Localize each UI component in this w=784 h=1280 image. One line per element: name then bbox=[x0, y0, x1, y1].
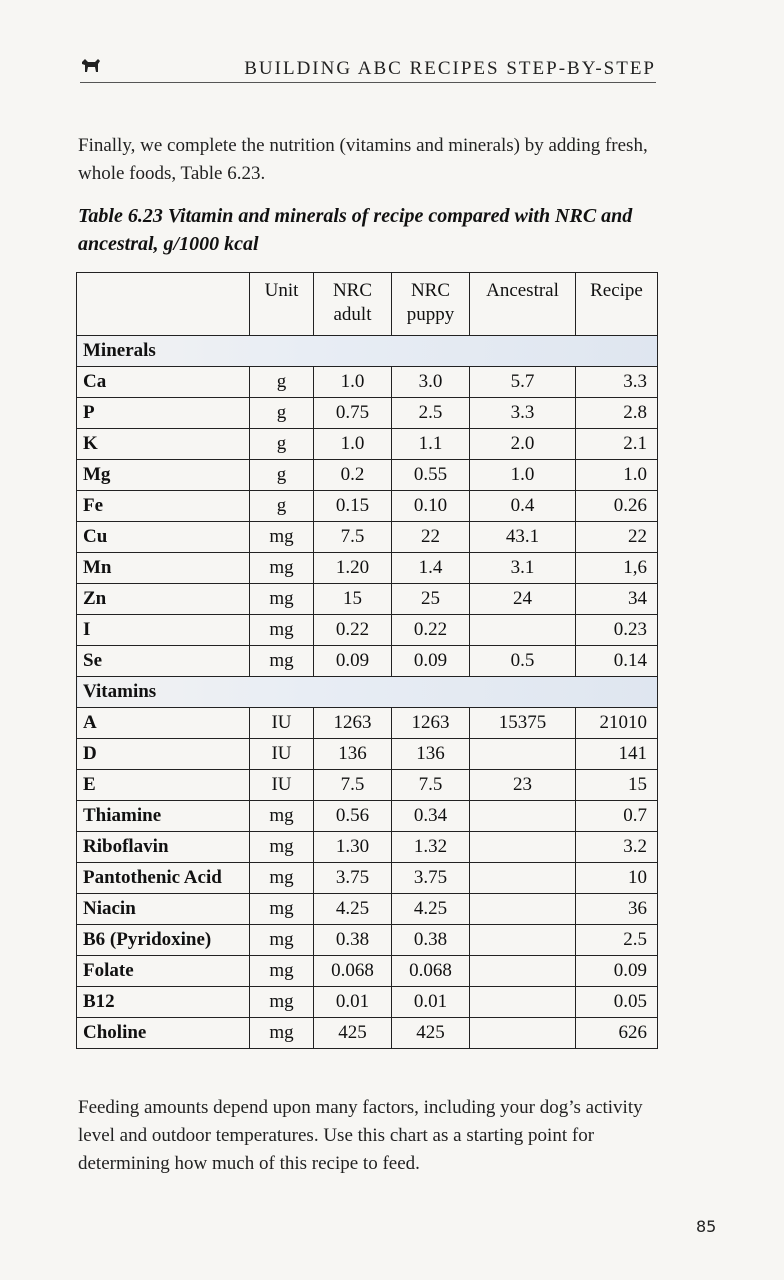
table-row bbox=[77, 460, 658, 491]
unit-cell: mg bbox=[250, 832, 314, 863]
recipe-cell: 1.0 bbox=[576, 460, 658, 491]
ancestral-cell: 24 bbox=[470, 584, 576, 615]
recipe-cell: 626 bbox=[576, 1018, 658, 1049]
ancestral-cell: 0.4 bbox=[470, 491, 576, 522]
recipe-cell: 0.23 bbox=[576, 615, 658, 646]
ancestral-cell bbox=[470, 801, 576, 832]
nrc-puppy-cell: 1.32 bbox=[392, 832, 470, 863]
unit-cell: mg bbox=[250, 925, 314, 956]
nutrient-name: Mn bbox=[77, 553, 250, 584]
unit-cell: g bbox=[250, 398, 314, 429]
table-row bbox=[77, 646, 658, 677]
unit-cell: IU bbox=[250, 739, 314, 770]
nrc-adult-cell: 0.56 bbox=[314, 801, 392, 832]
header-nrc-adult-line1: NRC bbox=[332, 280, 373, 301]
nutrient-name: Pantothenic Acid bbox=[77, 863, 250, 894]
header-nrc-puppy-line2: puppy bbox=[406, 304, 455, 325]
outro-paragraph: Feeding amounts depend upon many factors, including your dog’s activity level and outdoor temperatures. Use this chart as a starting point for determining how much of this recipe to feed. bbox=[78, 1097, 643, 1174]
nrc-puppy-cell: 3.0 bbox=[392, 367, 470, 398]
nrc-adult-cell: 425 bbox=[314, 1018, 392, 1049]
nrc-adult-cell: 1.0 bbox=[314, 429, 392, 460]
table-row bbox=[77, 987, 658, 1018]
nutrient-name: Choline bbox=[77, 1018, 250, 1049]
recipe-cell: 2.8 bbox=[576, 398, 658, 429]
nutrient-name: B12 bbox=[77, 987, 250, 1018]
table-row bbox=[77, 553, 658, 584]
unit-cell: IU bbox=[250, 770, 314, 801]
recipe-cell: 3.3 bbox=[576, 367, 658, 398]
nutrient-name: Se bbox=[77, 646, 250, 677]
recipe-cell: 2.1 bbox=[576, 429, 658, 460]
table-row bbox=[77, 615, 658, 646]
nrc-puppy-cell: 0.55 bbox=[392, 460, 470, 491]
nrc-adult-cell: 0.15 bbox=[314, 491, 392, 522]
nrc-adult-cell: 15 bbox=[314, 584, 392, 615]
ancestral-cell: 5.7 bbox=[470, 367, 576, 398]
nrc-adult-cell: 1.30 bbox=[314, 832, 392, 863]
dog-logo-icon bbox=[80, 56, 102, 76]
page-number: 85 bbox=[696, 1217, 717, 1236]
unit-cell: mg bbox=[250, 615, 314, 646]
unit-cell: g bbox=[250, 367, 314, 398]
section-label: Vitamins bbox=[77, 677, 658, 708]
nrc-adult-cell: 0.09 bbox=[314, 646, 392, 677]
nrc-adult-cell: 0.22 bbox=[314, 615, 392, 646]
section-row-minerals bbox=[77, 336, 658, 367]
ancestral-cell: 2.0 bbox=[470, 429, 576, 460]
table-row bbox=[77, 832, 658, 863]
ancestral-cell: 23 bbox=[470, 770, 576, 801]
unit-cell: mg bbox=[250, 863, 314, 894]
table-row bbox=[77, 708, 658, 739]
nrc-puppy-cell: 0.22 bbox=[392, 615, 470, 646]
table-row bbox=[77, 956, 658, 987]
nrc-adult-cell: 3.75 bbox=[314, 863, 392, 894]
recipe-cell: 0.14 bbox=[576, 646, 658, 677]
nutrient-name: D bbox=[77, 739, 250, 770]
nrc-puppy-cell: 0.01 bbox=[392, 987, 470, 1018]
nrc-adult-cell: 1263 bbox=[314, 708, 392, 739]
unit-cell: mg bbox=[250, 553, 314, 584]
ancestral-cell: 15375 bbox=[470, 708, 576, 739]
nutrient-name: Cu bbox=[77, 522, 250, 553]
unit-cell: g bbox=[250, 460, 314, 491]
table-header-row bbox=[77, 273, 658, 336]
header-nrc-puppy-line1: NRC bbox=[410, 280, 451, 301]
section-label: Minerals bbox=[77, 336, 658, 367]
nutrient-name: B6 (Pyridoxine) bbox=[77, 925, 250, 956]
nutrient-name: K bbox=[77, 429, 250, 460]
ancestral-cell: 0.5 bbox=[470, 646, 576, 677]
ancestral-cell bbox=[470, 1018, 576, 1049]
recipe-cell: 10 bbox=[576, 863, 658, 894]
nutrient-name: E bbox=[77, 770, 250, 801]
nrc-puppy-cell: 1.4 bbox=[392, 553, 470, 584]
ancestral-cell: 1.0 bbox=[470, 460, 576, 491]
nrc-puppy-cell: 2.5 bbox=[392, 398, 470, 429]
nutrition-table bbox=[76, 272, 658, 1049]
table-row bbox=[77, 770, 658, 801]
unit-cell: mg bbox=[250, 1018, 314, 1049]
recipe-cell: 0.7 bbox=[576, 801, 658, 832]
recipe-cell: 3.2 bbox=[576, 832, 658, 863]
nrc-adult-cell: 7.5 bbox=[314, 770, 392, 801]
running-header bbox=[80, 52, 656, 83]
header-nrc-puppy bbox=[392, 273, 470, 336]
unit-cell: mg bbox=[250, 801, 314, 832]
running-title: BUILDING ABC RECIPES STEP-BY-STEP bbox=[244, 58, 656, 79]
nutrient-name: Fe bbox=[77, 491, 250, 522]
nutrient-name: P bbox=[77, 398, 250, 429]
recipe-cell: 2.5 bbox=[576, 925, 658, 956]
ancestral-cell bbox=[470, 832, 576, 863]
unit-cell: g bbox=[250, 491, 314, 522]
nrc-adult-cell: 136 bbox=[314, 739, 392, 770]
nrc-puppy-cell: 0.068 bbox=[392, 956, 470, 987]
nrc-adult-cell: 0.068 bbox=[314, 956, 392, 987]
nrc-puppy-cell: 1.1 bbox=[392, 429, 470, 460]
nrc-adult-cell: 0.38 bbox=[314, 925, 392, 956]
nrc-adult-cell: 0.2 bbox=[314, 460, 392, 491]
unit-cell: IU bbox=[250, 708, 314, 739]
table-row bbox=[77, 739, 658, 770]
table-row bbox=[77, 522, 658, 553]
recipe-cell: 36 bbox=[576, 894, 658, 925]
nrc-puppy-cell: 1263 bbox=[392, 708, 470, 739]
ancestral-cell bbox=[470, 894, 576, 925]
intro-paragraph: Finally, we complete the nutrition (vitamins and minerals) by adding fresh, whole foods, Table 6.23. bbox=[78, 135, 648, 184]
nrc-puppy-cell: 425 bbox=[392, 1018, 470, 1049]
nrc-puppy-cell: 0.34 bbox=[392, 801, 470, 832]
ancestral-cell bbox=[470, 956, 576, 987]
recipe-cell: 0.09 bbox=[576, 956, 658, 987]
recipe-cell: 21010 bbox=[576, 708, 658, 739]
unit-cell: mg bbox=[250, 956, 314, 987]
nrc-puppy-cell: 25 bbox=[392, 584, 470, 615]
recipe-cell: 1,6 bbox=[576, 553, 658, 584]
nrc-adult-cell: 7.5 bbox=[314, 522, 392, 553]
nutrient-name: Folate bbox=[77, 956, 250, 987]
ancestral-cell bbox=[470, 739, 576, 770]
nrc-puppy-cell: 136 bbox=[392, 739, 470, 770]
header-blank-cell bbox=[77, 273, 250, 336]
nrc-puppy-cell: 3.75 bbox=[392, 863, 470, 894]
recipe-cell: 34 bbox=[576, 584, 658, 615]
ancestral-cell: 43.1 bbox=[470, 522, 576, 553]
nutrient-name: Niacin bbox=[77, 894, 250, 925]
recipe-cell: 141 bbox=[576, 739, 658, 770]
nutrient-name: Zn bbox=[77, 584, 250, 615]
nrc-adult-cell: 0.75 bbox=[314, 398, 392, 429]
table-caption: Table 6.23 Vitamin and minerals of recipe compared with NRC and ancestral, g/1000 kcal bbox=[78, 205, 633, 255]
table-row bbox=[77, 1018, 658, 1049]
nrc-adult-cell: 1.0 bbox=[314, 367, 392, 398]
table-row bbox=[77, 925, 658, 956]
table-row bbox=[77, 429, 658, 460]
nrc-puppy-cell: 0.10 bbox=[392, 491, 470, 522]
nrc-puppy-cell: 0.38 bbox=[392, 925, 470, 956]
ancestral-cell bbox=[470, 925, 576, 956]
nutrient-name: Thiamine bbox=[77, 801, 250, 832]
nrc-adult-cell: 4.25 bbox=[314, 894, 392, 925]
table-row bbox=[77, 398, 658, 429]
unit-cell: mg bbox=[250, 987, 314, 1018]
unit-cell: mg bbox=[250, 894, 314, 925]
header-recipe: Recipe bbox=[576, 273, 658, 336]
unit-cell: mg bbox=[250, 646, 314, 677]
section-row-vitamins bbox=[77, 677, 658, 708]
table-row bbox=[77, 584, 658, 615]
unit-cell: mg bbox=[250, 584, 314, 615]
nutrient-name: I bbox=[77, 615, 250, 646]
ancestral-cell bbox=[470, 987, 576, 1018]
nrc-puppy-cell: 4.25 bbox=[392, 894, 470, 925]
nutrient-name: Mg bbox=[77, 460, 250, 491]
table-row bbox=[77, 894, 658, 925]
nrc-puppy-cell: 7.5 bbox=[392, 770, 470, 801]
ancestral-cell bbox=[470, 615, 576, 646]
unit-cell: mg bbox=[250, 522, 314, 553]
ancestral-cell bbox=[470, 863, 576, 894]
ancestral-cell: 3.1 bbox=[470, 553, 576, 584]
recipe-cell: 15 bbox=[576, 770, 658, 801]
unit-cell: g bbox=[250, 429, 314, 460]
nrc-adult-cell: 0.01 bbox=[314, 987, 392, 1018]
header-unit: Unit bbox=[250, 273, 314, 336]
header-nrc-adult bbox=[314, 273, 392, 336]
nutrient-name: Ca bbox=[77, 367, 250, 398]
recipe-cell: 0.26 bbox=[576, 491, 658, 522]
recipe-cell: 22 bbox=[576, 522, 658, 553]
header-nrc-adult-line2: adult bbox=[333, 304, 372, 325]
nrc-adult-cell: 1.20 bbox=[314, 553, 392, 584]
nrc-puppy-cell: 22 bbox=[392, 522, 470, 553]
nrc-puppy-cell: 0.09 bbox=[392, 646, 470, 677]
table-body bbox=[77, 336, 658, 1049]
recipe-cell: 0.05 bbox=[576, 987, 658, 1018]
table-row bbox=[77, 801, 658, 832]
header-ancestral: Ancestral bbox=[470, 273, 576, 336]
ancestral-cell: 3.3 bbox=[470, 398, 576, 429]
table-row bbox=[77, 491, 658, 522]
nutrient-name: A bbox=[77, 708, 250, 739]
nutrient-name: Riboflavin bbox=[77, 832, 250, 863]
table-row bbox=[77, 367, 658, 398]
table-row bbox=[77, 863, 658, 894]
